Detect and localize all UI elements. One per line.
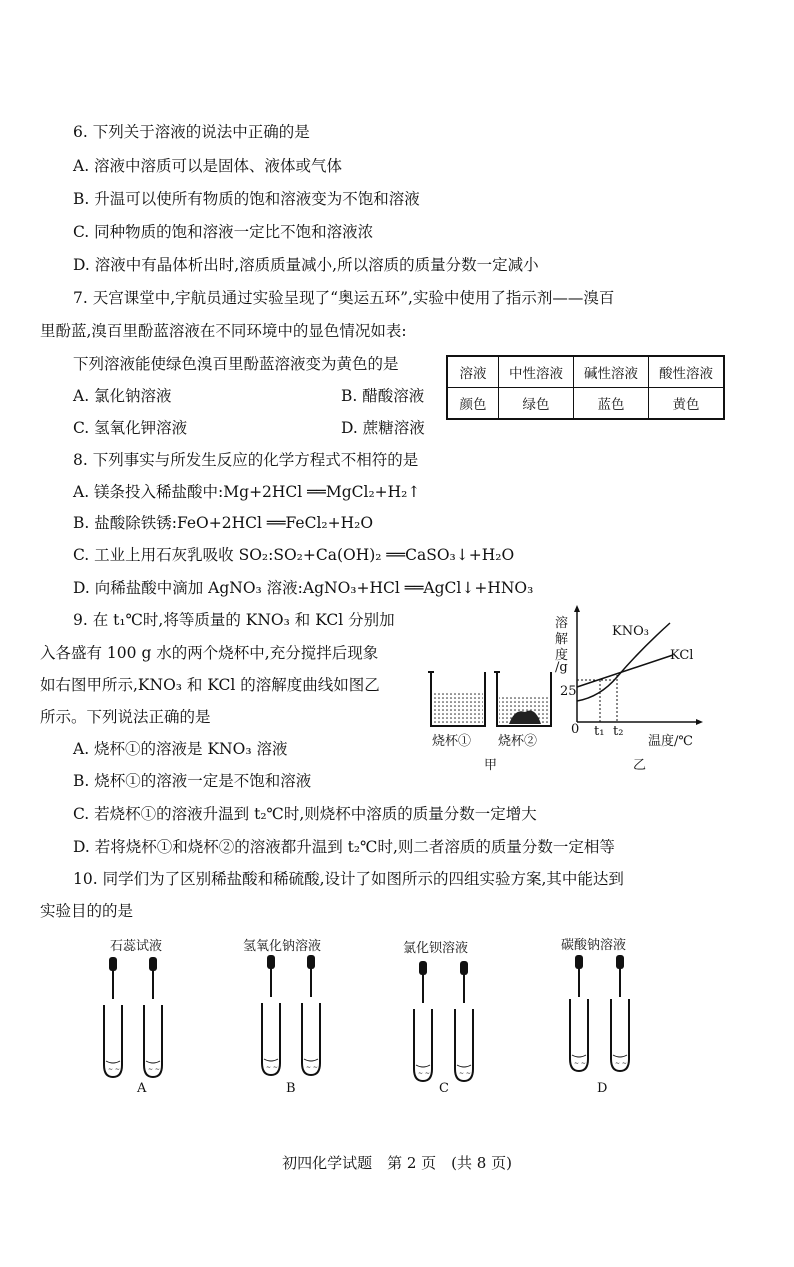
t2-label: t₂	[613, 724, 624, 739]
q7-option-c: C. 氢氧化钾溶液	[73, 419, 188, 437]
q10-stem-1: 10. 同学们为了区别稀盐酸和稀硫酸,设计了如图所示的四组实验方案,其中能达到	[73, 870, 624, 888]
beaker-2-label: 烧杯②	[498, 734, 538, 749]
q9-stem-1: 9. 在 t₁℃时,将等质量的 KNO₃ 和 KCl 分别加	[73, 611, 395, 629]
reagent-label-b: 氢氧化钠溶液	[243, 939, 322, 954]
kno3-label: KNO₃	[612, 624, 649, 639]
table-cell: 溶液	[447, 356, 499, 388]
group-letter-c: C	[439, 1081, 449, 1096]
table-cell: 酸性溶液	[649, 356, 725, 388]
x-axis-arrow	[696, 719, 703, 725]
q7-stem-1: 7. 天宫课堂中,宇航员通过实验呈现了“奥运五环”,实验中使用了指示剂——溴百	[73, 289, 615, 307]
q7-stem-2: 里酚蓝,溴百里酚蓝溶液在不同环境中的显色情况如表:	[40, 322, 407, 340]
table-cell: 黄色	[649, 388, 725, 420]
q7-stem-3: 下列溶液能使绿色溴百里酚蓝溶液变为黄色的是	[73, 355, 399, 373]
beaker-1	[428, 672, 485, 726]
q8-option-a: A. 镁条投入稀盐酸中:Mg+2HCl ══MgCl₂+H₂↑	[73, 483, 421, 501]
kcl-curve	[577, 655, 673, 687]
group-b-tubes	[262, 955, 320, 1075]
q9-option-a: A. 烧杯①的溶液是 KNO₃ 溶液	[73, 740, 288, 758]
table-cell: 颜色	[447, 388, 499, 420]
reagent-label-c: 氯化钡溶液	[403, 941, 469, 956]
figure-yi-caption: 乙	[633, 758, 647, 773]
q9-stem-2: 入各盛有 100 g 水的两个烧杯中,充分搅拌后现象	[40, 644, 379, 662]
q7-option-b: B. 醋酸溶液	[341, 387, 425, 405]
q8-option-c: C. 工业上用石灰乳吸收 SO₂:SO₂+Ca(OH)₂ ══CaSO₃↓+H₂O	[73, 546, 515, 564]
group-d-tubes	[570, 955, 629, 1071]
y-axis-arrow	[574, 605, 580, 612]
table-cell: 蓝色	[574, 388, 649, 420]
test-tube-groups-figure: ~ ~	[95, 955, 695, 1075]
table-row	[447, 388, 724, 420]
q9-option-d: D. 若将烧杯①和烧杯②的溶液都升温到 t₂℃时,则二者溶质的质量分数一定相等	[73, 838, 615, 856]
figure-jia-caption: 甲	[484, 758, 498, 773]
table-cell: 碱性溶液	[574, 356, 649, 388]
y-label-3: 度	[555, 648, 569, 663]
group-letter-a: A	[137, 1081, 147, 1096]
q9-stem-3: 如右图甲所示,KNO₃ 和 KCl 的溶解度曲线如图乙	[40, 676, 380, 694]
reagent-label-a: 石蕊试液	[110, 939, 163, 954]
q6-option-c: C. 同种物质的饱和溶液一定比不饱和溶液浓	[73, 223, 374, 241]
q8-stem: 8. 下列事实与所发生反应的化学方程式不相符的是	[73, 451, 419, 469]
group-letter-d: D	[597, 1081, 608, 1096]
origin-label: 0	[571, 722, 580, 737]
q7-option-d: D. 蔗糖溶液	[341, 419, 425, 437]
beaker-1-label: 烧杯①	[432, 734, 472, 749]
group-c-tubes	[414, 961, 473, 1081]
page-footer: 初四化学试题 第 2 页 (共 8 页)	[282, 1154, 512, 1172]
x-axis-label: 温度/℃	[648, 734, 693, 749]
group-letter-b: B	[286, 1081, 296, 1096]
table-cell: 中性溶液	[499, 356, 574, 388]
q6-option-a: A. 溶液中溶质可以是固体、液体或气体	[73, 157, 343, 175]
y-label-1: 溶	[555, 616, 569, 631]
kcl-label: KCl	[670, 648, 694, 663]
t1-label: t₁	[594, 724, 605, 739]
q8-option-b: B. 盐酸除铁锈:FeO+2HCl ══FeCl₂+H₂O	[73, 514, 374, 532]
q6-stem: 6. 下列关于溶液的说法中正确的是	[73, 123, 310, 141]
q6-option-b: B. 升温可以使所有物质的饱和溶液变为不饱和溶液	[73, 190, 420, 208]
table-cell: 绿色	[499, 388, 574, 420]
y-label-4: /g	[555, 660, 568, 675]
table-row	[447, 356, 724, 388]
indicator-color-table	[446, 355, 725, 420]
q9-option-c: C. 若烧杯①的溶液升温到 t₂℃时,则烧杯中溶质的质量分数一定增大	[73, 805, 537, 823]
reagent-label-d: 碳酸钠溶液	[561, 938, 627, 953]
q10-stem-2: 实验目的的是	[40, 902, 134, 920]
q7-option-a: A. 氯化钠溶液	[73, 387, 172, 405]
q9-option-b: B. 烧杯①的溶液一定是不饱和溶液	[73, 772, 312, 790]
y-label-2: 解	[555, 632, 569, 647]
q8-option-d: D. 向稀盐酸中滴加 AgNO₃ 溶液:AgNO₃+HCl ══AgCl↓+HNO₃	[73, 579, 534, 597]
q9-stem-4: 所示。下列说法正确的是	[40, 708, 211, 726]
group-a-tubes	[104, 957, 162, 1077]
beaker-2	[494, 672, 551, 726]
beakers-figure	[425, 668, 560, 738]
q6-option-d: D. 溶液中有晶体析出时,溶质质量减小,所以溶质的质量分数一定减小	[73, 256, 539, 274]
tick-25: 25	[560, 684, 577, 699]
